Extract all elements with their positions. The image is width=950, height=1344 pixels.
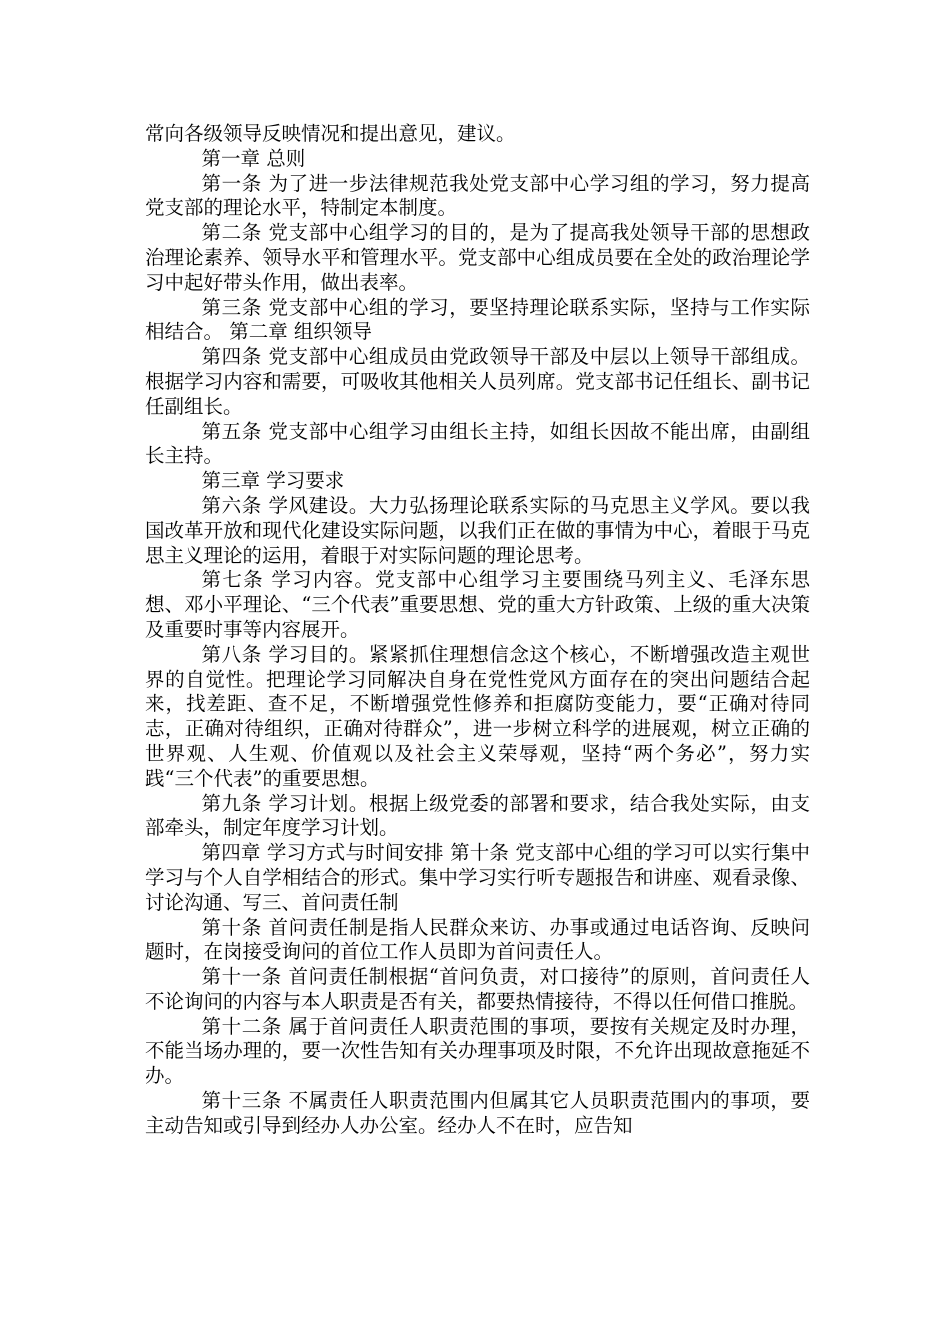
chapter-heading-1: 第一章 总则	[201, 146, 306, 170]
article-12: 第十二条 属于首问责任人职责范围的事项，要按有关规定及时办理，不能当场办理的，要一次性告知有关办理事项及时限，不允许出现故意拖延不办。	[145, 1014, 810, 1088]
article-1: 第一条 为了进一步法律规范我处党支部中心学习组的学习，努力提高党支部的理论水平，特制定本制度。	[145, 171, 810, 220]
article-5: 第五条 党支部中心组学习由组长主持，如组长因故不能出席，由副组长主持。	[145, 419, 810, 468]
article-9: 第九条 学习计划。根据上级党委的部署和要求，结合我处实际，由支部牵头，制定年度学习计划。	[145, 791, 810, 840]
article-13: 第十三条 不属责任人职责范围内但属其它人员职责范围内的事项，要主动告知或引导到经办人办公室。经办人不在时，应告知	[145, 1089, 810, 1137]
article-8: 第八条 学习目的。紧紧抓住理想信念这个核心，不断增强改造主观世界的自觉性。把理论学习同解决自身在党性党风方面存在的突出问题结合起来，找差距、查不足，不断增强党性修养和拒腐防变能力，要“正确对待同志，正确对待组织，正确对待群众”，进一步树立科学的进展观，树立正确的世界观、人生观、价值观以及社会主义荣辱观，坚持“两个务必”，努力实践“三个代表”的重要思想。	[145, 642, 810, 790]
article-4: 第四条 党支部中心组成员由党政领导干部及中层以上领导干部组成。根据学习内容和需要，可吸收其他相关人员列席。党支部书记任组长、副书记任副组长。	[145, 345, 810, 418]
article-11: 第十一条 首问责任制根据“首问负责，对口接待”的原则，首问责任人不论询问的内容与本人职责是否有关，都要热情接待，不得以任何借口推脱。	[145, 965, 810, 1013]
article-2: 第二条 党支部中心组学习的目的，是为了提高我处领导干部的思想政治理论素养、领导水平和管理水平。党支部中心组成员要在全处的政治理论学习中起好带头作用，做出表率。	[145, 221, 810, 294]
chapter-4-article-10: 第四章 学习方式与时间安排 第十条 党支部中心组的学习可以实行集中学习与个人自学相结合的形式。集中学习实行听专题报告和讲座、观看录像、讨论沟通、写三、首问责任制	[145, 841, 810, 914]
document-body	[145, 122, 810, 1139]
paragraph-continuation: 常向各级领导反映情况和提出意见，建议。	[145, 122, 516, 145]
article-3: 第三条 党支部中心组的学习，要坚持理论联系实际，坚持与工作实际相结合。 第二章 组织领导	[145, 295, 810, 344]
chapter-heading-3: 第三章 学习要求	[201, 469, 345, 493]
article-10-first-question: 第十条 首问责任制是指人民群众来访、办事或通过电话咨询、反映问题时，在岗接受询问的首位工作人员即为首问责任人。	[145, 915, 810, 964]
article-7: 第七条 学习内容。党支部中心组学习主要围绕马列主义、毛泽东思想、邓小平理论、“三个代表”重要思想、党的重大方针政策、上级的重大决策及重要时事等内容展开。	[145, 568, 810, 641]
article-6: 第六条 学风建设。大力弘扬理论联系实际的马克思主义学风。要以我国改革开放和现代化建设实际问题，以我们正在做的事情为中心，着眼于马克思主义理论的运用，着眼于对实际问题的理论思考。	[145, 493, 810, 567]
